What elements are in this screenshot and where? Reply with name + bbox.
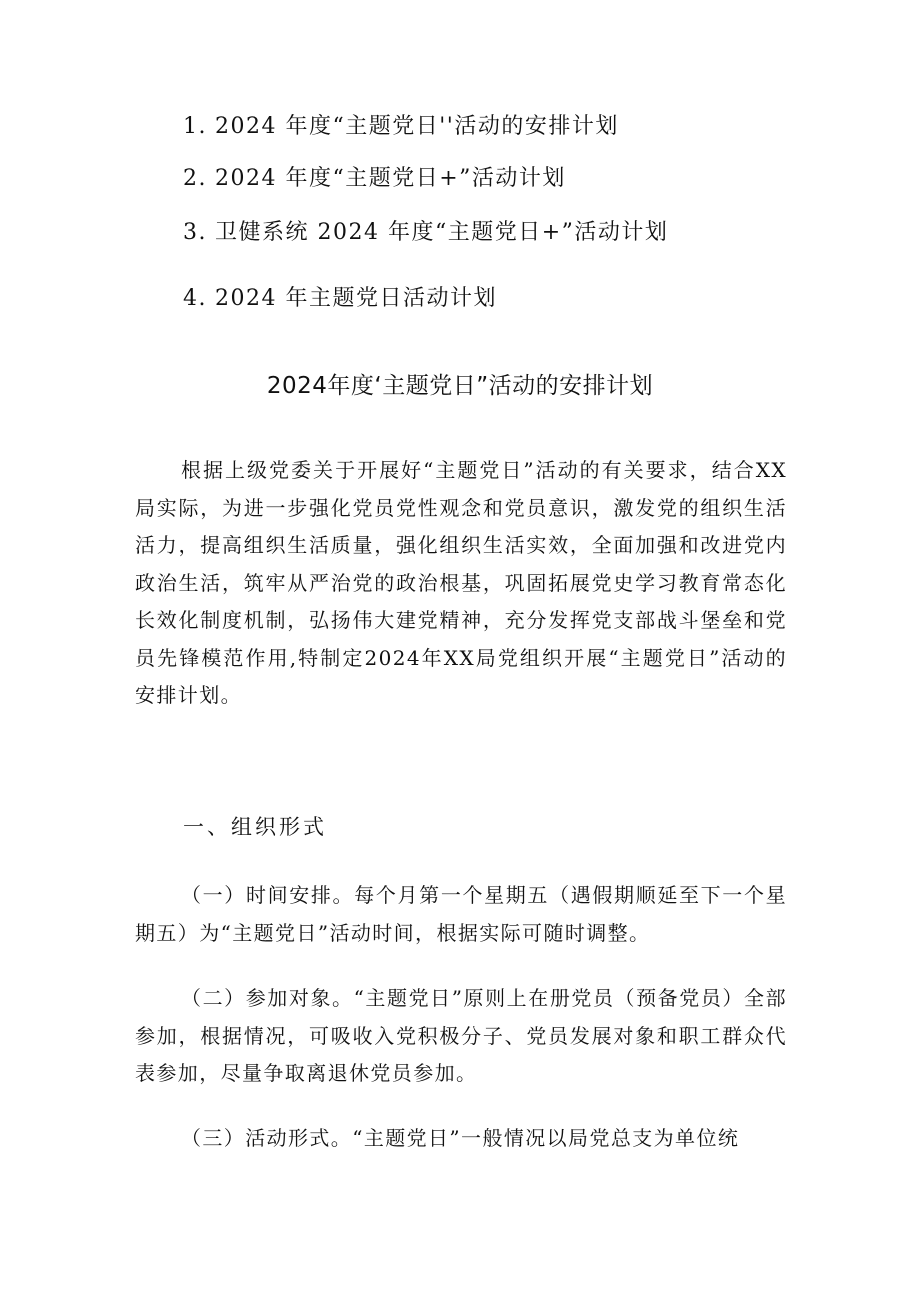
document-title: 2024年度‘主题党日”活动的安排计划	[266, 373, 654, 399]
toc-item	[183, 284, 497, 314]
toc-item	[183, 164, 566, 194]
section-heading: 一、组织形式	[183, 815, 327, 839]
toc-item-text: 2024 年度“主题党日''活动的安排计划	[215, 114, 619, 139]
toc-item-text: 卫健系统 2024 年度“主题党日+”活动计划	[215, 220, 669, 245]
toc-item	[183, 112, 619, 142]
body-paragraph: （三）活动形式。“主题党日”一般情况以局党总支为单位统	[181, 1126, 740, 1150]
toc-item-number: 2.	[183, 166, 207, 191]
toc-item-number: 1.	[183, 114, 207, 139]
toc-item-text: 2024 年主题党日活动计划	[215, 286, 497, 311]
toc-item	[183, 218, 668, 248]
body-paragraph: （一）时间安排。每个月第一个星期五（遇假期顺延至下一个星期五）为“主题党日”活动时间，根据实际可随时调整。	[135, 883, 787, 945]
toc-item-number: 3.	[183, 220, 207, 245]
intro-paragraph: 根据上级党委关于开展好“主题党日”活动的有关要求，结合XX局实际，为进一步强化党员党性观念和党员意识，激发党的组织生活活力，提高组织生活质量，强化组织生活实效，全面加强和改进党内政治生活，筑牢从严治党的政治根基，巩固拓展党史学习教育常态化长效化制度机制，弘扬伟大建党精神，充分发挥党支部战斗堡垒和党员先锋模范作用,特制定2024年XX局党组织开展“主题党日”活动的安排计划。	[135, 458, 787, 707]
body-paragraph: （二）参加对象。“主题党日”原则上在册党员（预备党员）全部参加，根据情况，可吸收入党积极分子、党员发展对象和职工群众代表参加，尽量争取离退休党员参加。	[135, 986, 787, 1085]
toc-item-text: 2024 年度“主题党日+”活动计划	[215, 166, 566, 191]
toc-item-number: 4.	[183, 286, 207, 311]
